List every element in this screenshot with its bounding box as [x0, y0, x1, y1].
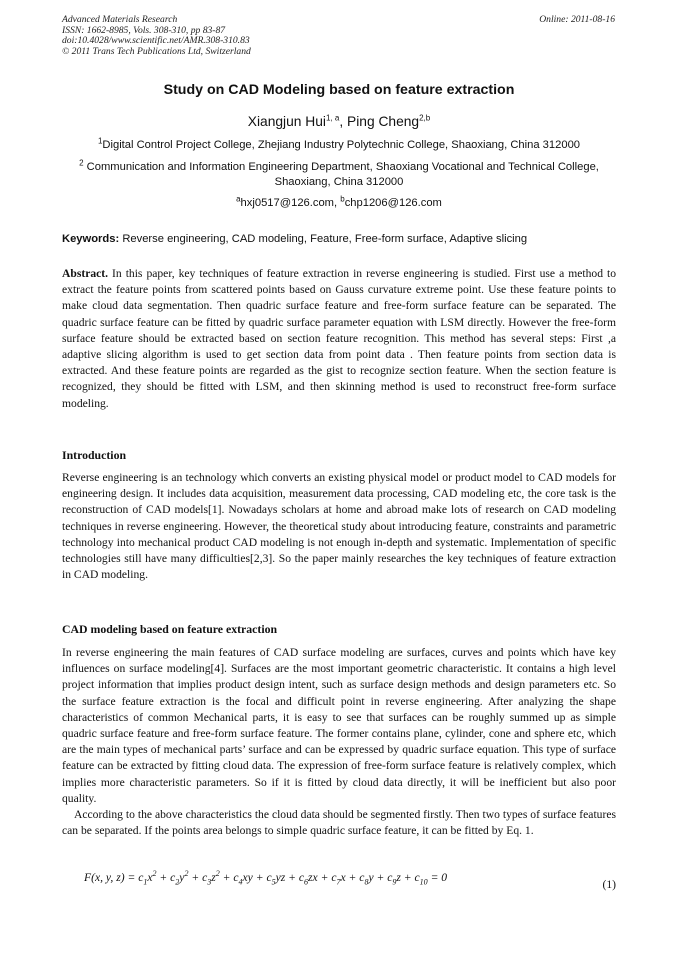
equation-operator: + [345, 871, 360, 884]
affiliation-text: Digital Control Project College, Zhejiang Industry Polytechnic College, Shaoxiang, China 312000 [102, 139, 581, 151]
issn-line: ISSN: 1662-8985, Vols. 308-310, pp 83-87 [62, 24, 226, 36]
email-address: chp1206@126.com [344, 197, 442, 209]
affiliation-1 [62, 138, 616, 153]
equation-operator: + [285, 871, 299, 884]
affiliation-mark: 1 [97, 136, 103, 146]
paragraph: According to the above characteristics the cloud data should be segmented firstly. Then two types of surface features can be separated. If the points area belongs to simple quadric surface feature, it can be fitted by Eq. 1. [62, 808, 616, 838]
online-date: Online: 2011-08-16 [539, 14, 615, 25]
equation-term: $c_1x^2$ [138, 869, 157, 887]
equation-term: $c_5yz$ [266, 871, 286, 887]
copyright-line: © 2011 Trans Tech Publications Ltd, Switzerland [62, 45, 251, 57]
affiliation-2 [62, 160, 616, 190]
equation-term: $c_2y^2$ [170, 869, 189, 887]
section-heading-introduction: Introduction [62, 448, 127, 462]
author-affiliation-mark: 1, a [325, 113, 340, 123]
email-mark: b [340, 194, 345, 204]
equation-term: $c_8y$ [359, 871, 374, 887]
equation-term: $c_7x$ [331, 871, 346, 887]
author-name: Xiangjun Hui [247, 114, 326, 129]
equation-1 [84, 871, 447, 886]
equation-operator: + [188, 871, 203, 884]
equation-number: (1) [602, 878, 616, 891]
journal-name: Advanced Materials Research [62, 14, 178, 25]
paragraph: In reverse engineering the main features of CAD surface modeling are surfaces, curves and points which have key influences on surface modeling[4]. Surfaces are the most important geometric characteristic. It contains a high level project information that implies product design intent, such as surface design methods and design parameters etc. So the surface feature extraction is the focal and difficult point in reverse engineering. After analyzing the shape characteristics of common Mechanical parts, it is easy to see that surfaces can be roughly summed up as simple quadric surface feature and free-form surface feature. The former contains plane, cylinder, cone and sphere etc, which are the main types of mechanical parts’ surface and can be expressed by quadric surface equation. This type of surface feature can be extracted by fitting cloud data. The expression of free-form surface feature is relatively complex, which implies more characteristic parameters. So if it is fitted by cloud data directly, it will be inefficient but also poor quality. [62, 646, 616, 805]
equation-operator: + [317, 871, 332, 884]
cad-section-body [62, 645, 616, 839]
equation-operator: + [400, 871, 415, 884]
keywords-text: Reverse engineering, CAD modeling, Feature, Free-form surface, Adaptive slicing [122, 233, 528, 245]
equation-term: $c_4xy$ [233, 871, 253, 887]
journal-header [62, 15, 251, 57]
equation-operator: + [252, 871, 267, 884]
keywords [62, 233, 616, 245]
section-heading-cad-modeling: CAD modeling based on feature extraction [62, 622, 278, 636]
doi-line: doi:10.4028/www.scientific.net/AMR.308-310.83 [62, 35, 250, 47]
author-separator: , [339, 114, 347, 129]
equation-rhs: = 0 [427, 871, 448, 884]
paper-title: Study on CAD Modeling based on feature extraction [163, 82, 515, 98]
email-mark: a [236, 194, 241, 204]
author-name: Ping Cheng [347, 114, 420, 129]
equation-term: $c_3z^2$ [202, 869, 220, 887]
email-address: hxj0517@126.com [240, 197, 335, 209]
email-separator: , [334, 197, 341, 209]
abstract-label: Abstract. [62, 267, 109, 280]
author-line [0, 114, 678, 129]
abstract-text: In this paper, key techniques of feature extraction in reverse engineering is studied. First use a method to extract the feature points from scattered points based on Gauss curvature extreme point. Use these feature points to make cloud data segmentation. Then quadric surface feature and free-form surface feature can be separated. The quadric surface feature can be fitted by quadric surface parameter equation with LSM directly. However the free-form surface feature should be extracted based on section feature recognition. This method has several steps: First ,a adaptive slicing algorithm is used to get section data from point data . Then feature points from section data is extracted. And these feature points are regarded as the gist to recognize section feature. When the section feature is recognized, they should be fitted with LSM, and then skinning method is used to reconstruct free-form surface modeling. [62, 267, 616, 410]
equation-lhs: F(x, y, z) = [84, 871, 139, 884]
introduction-text: Reverse engineering is an technology which converts an existing physical model or product model to CAD models for engineering design. It includes data acquisition, measurement data processing, CAD modeling etc, the core task is the reconstruction of CAD models[1]. Nowadays scholars at home and abroad make lots of research on CAD modeling techniques in reverse engineering. However, the theoretical study about introducing feature, constraints and parametric technology into mechanical product CAD modeling is not enough in-depth and systematic. Implementation of specific technologies still have many difficulties[2,3]. So the paper mainly researches the key techniques of feature extraction in CAD modeling. [62, 471, 616, 582]
abstract [62, 266, 616, 412]
keywords-label: Keywords: [62, 233, 120, 245]
affiliation-mark: 2 [79, 158, 84, 168]
equation-term: $c_9z$ [387, 871, 401, 887]
author-affiliation-mark: 2,b [419, 113, 431, 123]
equation-term: $c_6zx$ [298, 871, 318, 887]
equation-operator: + [156, 871, 171, 884]
affiliation-text: Communication and Information Engineering Department, Shaoxiang Vocational and Technical College, Shaoxiang, China 312000 [86, 161, 599, 188]
email-line [62, 196, 616, 211]
equation-terms [138, 869, 428, 887]
equation-term: $c_{10}$ [414, 871, 428, 887]
equation-operator: + [373, 871, 388, 884]
equation-operator: + [219, 871, 234, 884]
